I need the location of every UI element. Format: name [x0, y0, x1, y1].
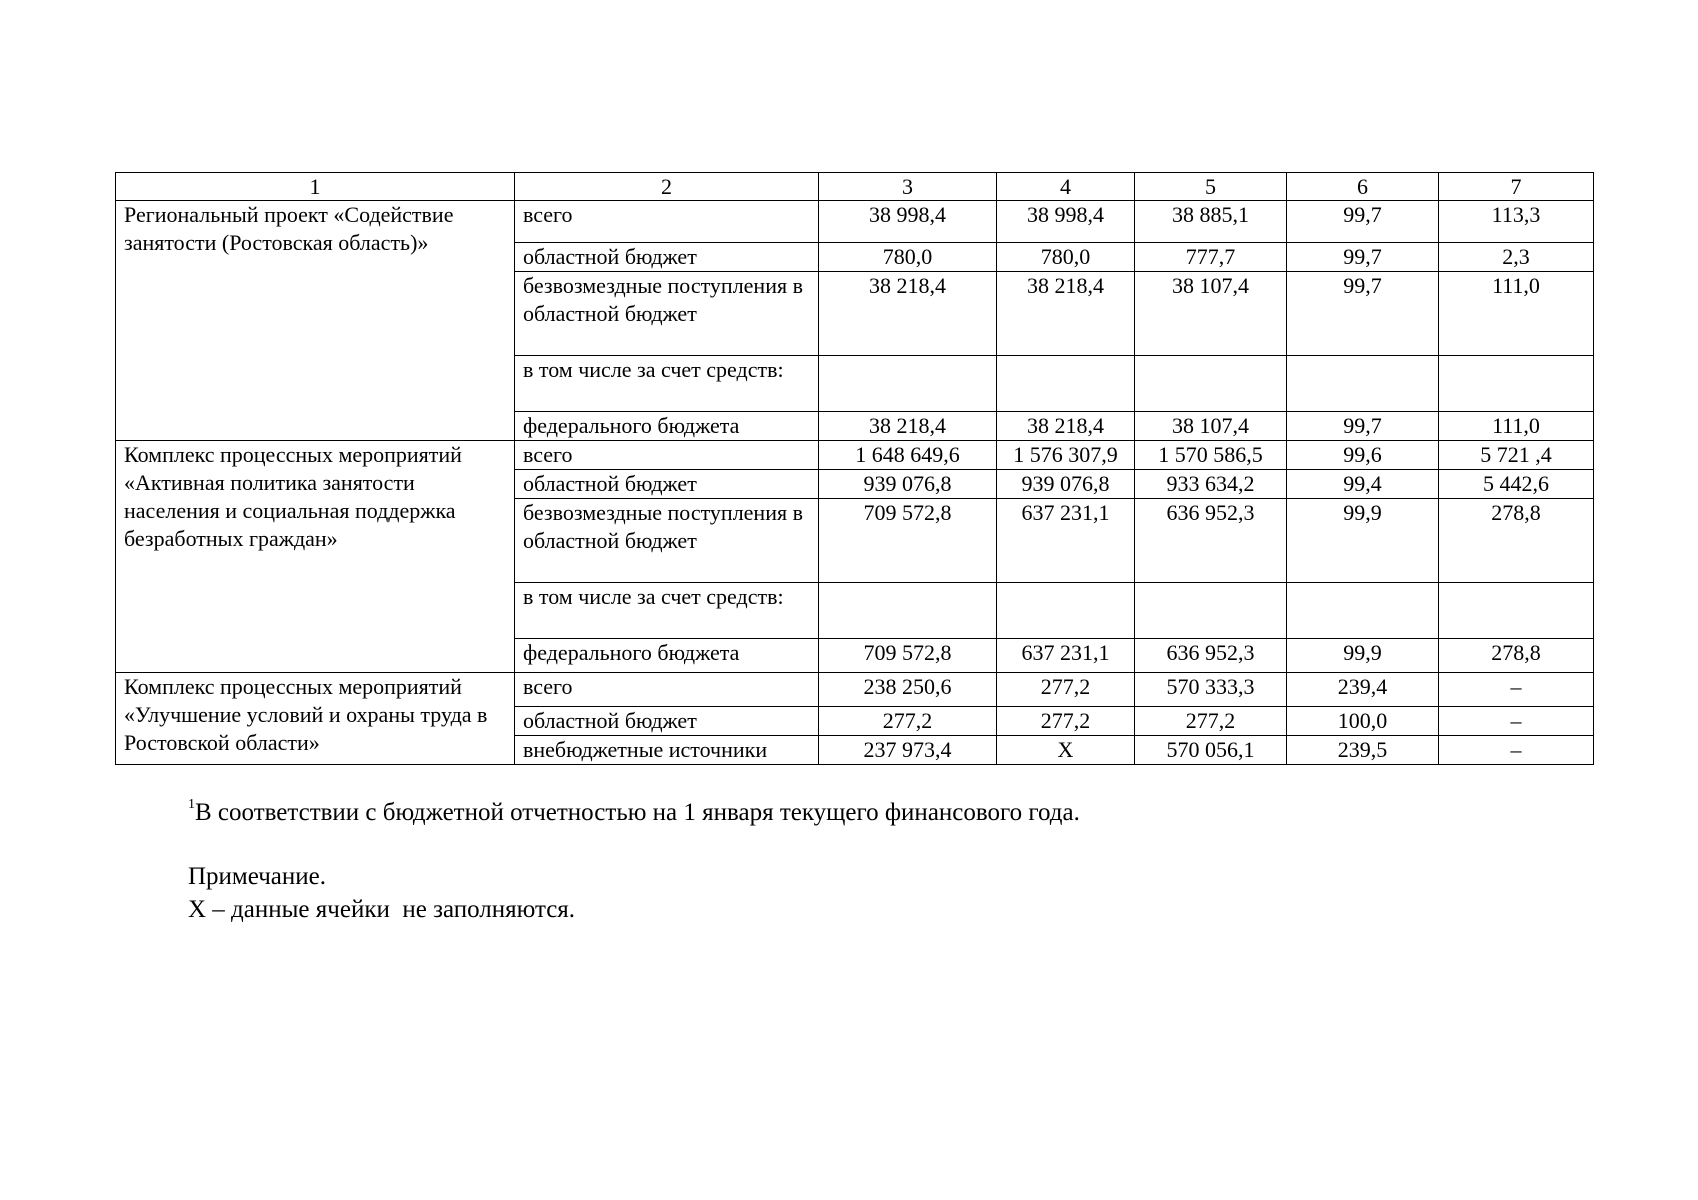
table-row [116, 673, 1594, 707]
footnote-marker: 1 [188, 797, 195, 812]
value-cell: 38 218,4 [819, 272, 997, 356]
value-cell: – [1439, 707, 1594, 736]
funding-source-cell: в том числе за счет средств: [515, 583, 819, 639]
value-cell: 277,2 [997, 707, 1135, 736]
value-cell: 278,8 [1439, 639, 1594, 673]
value-cell [819, 583, 997, 639]
value-cell: 38 998,4 [997, 201, 1135, 243]
funding-source-cell: федерального бюджета [515, 639, 819, 673]
value-cell: 709 572,8 [819, 499, 997, 583]
value-cell [1287, 583, 1439, 639]
value-cell: 2,3 [1439, 243, 1594, 272]
value-cell: 99,7 [1287, 412, 1439, 441]
value-cell: 277,2 [819, 707, 997, 736]
funding-source-cell: областной бюджет [515, 470, 819, 499]
column-number-7: 7 [1439, 173, 1594, 201]
value-cell: 38 218,4 [997, 272, 1135, 356]
value-cell: 38 885,1 [1135, 201, 1287, 243]
value-cell: 5 721 ,4 [1439, 441, 1594, 470]
value-cell: 277,2 [997, 673, 1135, 707]
value-cell [1135, 356, 1287, 412]
value-cell [819, 356, 997, 412]
funding-source-cell: областной бюджет [515, 243, 819, 272]
value-cell [1135, 583, 1287, 639]
value-cell: Х [997, 736, 1135, 765]
value-cell: 637 231,1 [997, 499, 1135, 583]
value-cell: 278,8 [1439, 499, 1594, 583]
value-cell: 99,4 [1287, 470, 1439, 499]
value-cell: 709 572,8 [819, 639, 997, 673]
column-number-2: 2 [515, 173, 819, 201]
value-cell [1287, 356, 1439, 412]
note-text: Х – данные ячейки не заполняются. [188, 896, 576, 923]
value-cell: 100,0 [1287, 707, 1439, 736]
note-block [188, 860, 575, 926]
value-cell: 99,7 [1287, 201, 1439, 243]
value-cell: 99,7 [1287, 243, 1439, 272]
column-number-4: 4 [997, 173, 1135, 201]
funding-source-cell: в том числе за счет средств: [515, 356, 819, 412]
value-cell: 38 107,4 [1135, 272, 1287, 356]
funding-source-cell: областной бюджет [515, 707, 819, 736]
funding-source-cell: всего [515, 673, 819, 707]
table-row [116, 201, 1594, 243]
funding-source-cell: безвозмездные поступления в областной бюджет [515, 499, 819, 583]
value-cell: 780,0 [997, 243, 1135, 272]
value-cell: 238 250,6 [819, 673, 997, 707]
column-number-3: 3 [819, 173, 997, 201]
note-title: Примечание. [188, 863, 327, 890]
budget-execution-table [115, 172, 1594, 765]
value-cell [997, 583, 1135, 639]
value-cell: 99,9 [1287, 639, 1439, 673]
table-header-row [116, 173, 1594, 201]
value-cell: 99,9 [1287, 499, 1439, 583]
value-cell: 570 333,3 [1135, 673, 1287, 707]
value-cell: 237 973,4 [819, 736, 997, 765]
value-cell: 637 231,1 [997, 639, 1135, 673]
value-cell: 777,7 [1135, 243, 1287, 272]
value-cell: 111,0 [1439, 412, 1594, 441]
value-cell [997, 356, 1135, 412]
program-name-cell: Региональный проект «Содействие занятости (Ростовская область)» [116, 201, 515, 441]
value-cell: 239,5 [1287, 736, 1439, 765]
value-cell: 780,0 [819, 243, 997, 272]
value-cell: 1 576 307,9 [997, 441, 1135, 470]
value-cell: – [1439, 736, 1594, 765]
value-cell: – [1439, 673, 1594, 707]
footnote-text: В соответствии с бюджетной отчетностью на 1 января текущего финансового года. [195, 799, 1080, 826]
funding-source-cell: внебюджетные источники [515, 736, 819, 765]
value-cell: 636 952,3 [1135, 499, 1287, 583]
value-cell: 5 442,6 [1439, 470, 1594, 499]
value-cell: 277,2 [1135, 707, 1287, 736]
funding-source-cell: федерального бюджета [515, 412, 819, 441]
column-number-1: 1 [116, 173, 515, 201]
footnote [188, 798, 1080, 828]
value-cell: 111,0 [1439, 272, 1594, 356]
value-cell: 1 570 586,5 [1135, 441, 1287, 470]
column-number-6: 6 [1287, 173, 1439, 201]
value-cell [1439, 356, 1594, 412]
column-number-5: 5 [1135, 173, 1287, 201]
value-cell: 99,6 [1287, 441, 1439, 470]
value-cell: 38 218,4 [819, 412, 997, 441]
value-cell: 933 634,2 [1135, 470, 1287, 499]
value-cell: 570 056,1 [1135, 736, 1287, 765]
value-cell: 38 218,4 [997, 412, 1135, 441]
value-cell: 939 076,8 [819, 470, 997, 499]
funding-source-cell: безвозмездные поступления в областной бюджет [515, 272, 819, 356]
value-cell: 38 107,4 [1135, 412, 1287, 441]
value-cell: 99,7 [1287, 272, 1439, 356]
value-cell: 113,3 [1439, 201, 1594, 243]
value-cell: 38 998,4 [819, 201, 997, 243]
funding-source-cell: всего [515, 441, 819, 470]
funding-source-cell: всего [515, 201, 819, 243]
value-cell [1439, 583, 1594, 639]
value-cell: 939 076,8 [997, 470, 1135, 499]
program-name-cell: Комплекс процессных мероприятий «Активная политика занятости населения и социальная поддержка безработных граждан» [116, 441, 515, 673]
program-name-cell: Комплекс процессных мероприятий «Улучшение условий и охраны труда в Ростовской области» [116, 673, 515, 765]
value-cell: 636 952,3 [1135, 639, 1287, 673]
value-cell: 239,4 [1287, 673, 1439, 707]
table-row [116, 441, 1594, 470]
value-cell: 1 648 649,6 [819, 441, 997, 470]
